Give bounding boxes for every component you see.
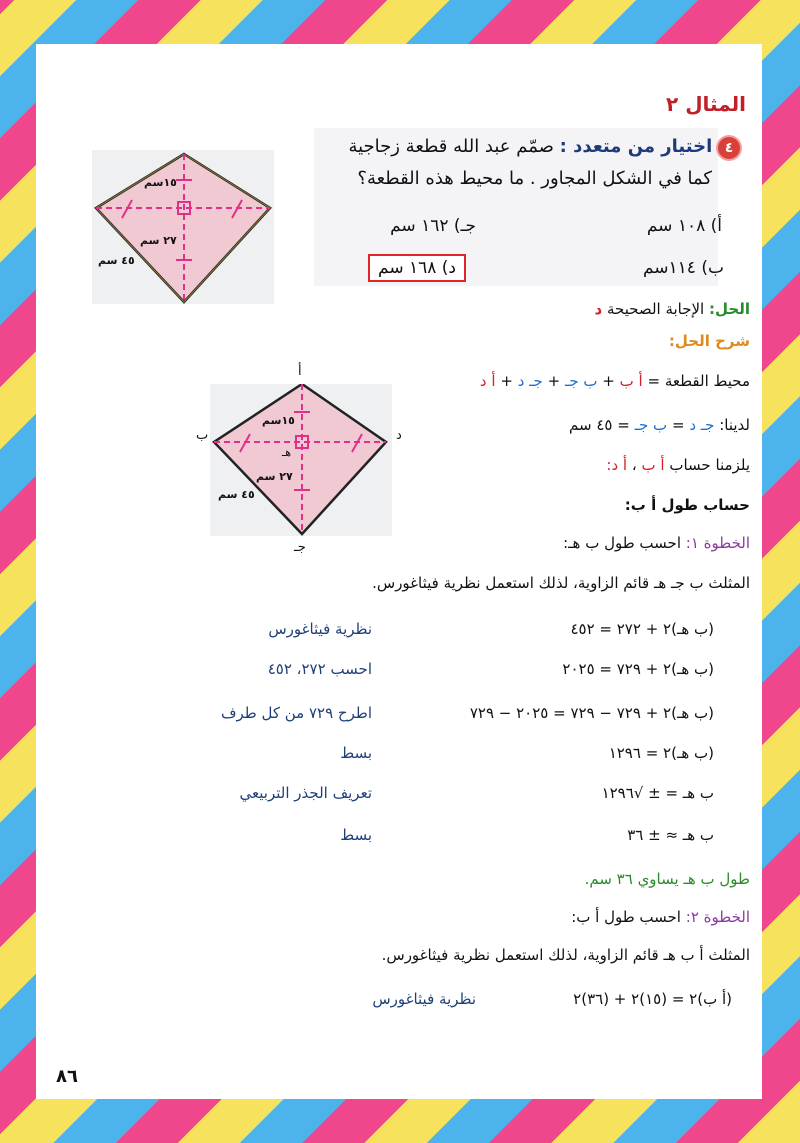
option-a[interactable]: أ) ١٠٨ سم [646,216,722,236]
step1-reason-3: اطرح ٧٢٩ من كل طرف [220,704,372,722]
plus-1: + [602,372,615,390]
step1-eq-3: (ب هـ)٢ + ٧٢٩ − ٧٢٩ = ٢٠٢٥ − ٧٢٩ [469,704,714,722]
question-type-label: اختيار من متعدد : [559,136,713,157]
solution-answer-letter: د [594,300,603,318]
given-line [569,416,750,434]
plus-2: + [547,372,561,390]
textbook-page [36,44,762,1099]
given-eq: = [671,416,685,434]
step1-text: احسب طول ب هـ: [563,534,681,552]
perimeter-term-ab: أ ب [619,372,643,390]
question-text-2: كما في الشكل المجاور . ما محيط هذه القطعة؟ [357,168,712,189]
step1-eq-1: (ب هـ)٢ + ٢٧٢ = ٤٥٢ [570,620,714,638]
given-val: = ٤٥ سم [569,416,630,434]
step2-label: الخطوة ٢: [685,908,750,926]
option-d-correct[interactable]: د) ١٦٨ سم [368,254,466,282]
solution-label: الحل: [709,300,750,318]
fig1-label-45: ٤٥ سم [98,254,135,267]
step1-eq-6: ب هـ ≈ ± ٣٦ [627,826,714,844]
figure-1 [92,150,274,304]
step2-text: احسب طول أ ب: [571,908,681,926]
need-sep: ، [631,456,637,474]
step1-eq-2: (ب هـ)٢ + ٧٢٩ = ٢٠٢٥ [562,660,714,678]
option-b[interactable]: ب) ١١٤سم [642,258,724,278]
step1-label: الخطوة ١: [685,534,750,552]
need-line [606,456,750,474]
step1-line [563,534,750,552]
step2-reason: نظرية فيثاغورس [372,990,476,1008]
fig2-label-15: ١٥سم [262,414,295,427]
calc-heading: حساب طول أ ب: [624,496,750,514]
given-cd: جـ د [689,416,715,434]
figure-2-rhombus [210,384,392,536]
step2-line [571,908,750,926]
question-line1 [348,136,740,159]
step1-reason-6: بسط [340,826,372,844]
step1-desc: المثلث ب جـ هـ قائم الزاوية، لذلك استعمل نظرية فيثاغورس. [372,574,750,592]
question-number-badge: ٤ [718,137,740,159]
question-text-1: صمّم عبد الله قطعة زجاجية [348,136,554,157]
step1-eq-5: ب هـ = ± √١٢٩٦ [601,784,714,802]
step1-reason-5: تعريف الجذر التربيعي [239,784,372,802]
need-ad: أ د: [606,456,628,474]
step1-reason-2: احسب ٢٧٢، ٤٥٢ [267,660,372,678]
figure-2 [210,384,392,536]
need-ab: أ ب [641,456,665,474]
fig2-label-27: ٢٧ سم [256,470,293,483]
solution-line [595,300,750,318]
step1-reason-4: بسط [340,744,372,762]
perimeter-prefix: محيط القطعة = [647,372,750,390]
perimeter-line [480,372,750,390]
fig2-center-label: هـ [282,446,292,459]
figure-1-rhombus [92,150,274,304]
step1-eq-4: (ب هـ)٢ = ١٢٩٦ [608,744,714,762]
fig2-vertex-left: ب [196,428,209,443]
given-bc: ب جـ [634,416,668,434]
fig1-label-27: ٢٧ سم [140,234,177,247]
fig2-vertex-top: أ [298,364,302,379]
step2-eq: (أ ب)٢ = (١٥)٢ + (٣٦)٢ [573,990,732,1008]
fig1-label-15: ١٥سم [144,176,177,189]
need-prefix: يلزمنا حساب [669,456,750,474]
fig2-label-45: ٤٥ سم [218,488,255,501]
plus-3: + [500,372,513,390]
perimeter-term-ad: أ د [479,372,496,390]
fig2-vertex-bottom: جـ [294,540,306,555]
fig2-vertex-right: د [396,428,402,443]
explain-label: شرح الحل: [668,332,750,350]
option-c[interactable]: جـ) ١٦٢ سم [390,216,476,236]
page-number: ٨٦ [56,1066,78,1087]
step1-result: طول ب هـ يساوي ٣٦ سم. [584,870,750,888]
perimeter-term-cd: جـ د [517,372,543,390]
perimeter-term-bc: ب جـ [564,372,598,390]
step2-desc: المثلث أ ب هـ قائم الزاوية، لذلك استعمل نظرية فيثاغورس. [381,946,750,964]
given-prefix: لدينا: [719,416,750,434]
step1-reason-1: نظرية فيثاغورس [268,620,372,638]
example-title: المثال ٢ [666,92,746,116]
solution-answer-text: الإجابة الصحيحة [607,300,705,318]
